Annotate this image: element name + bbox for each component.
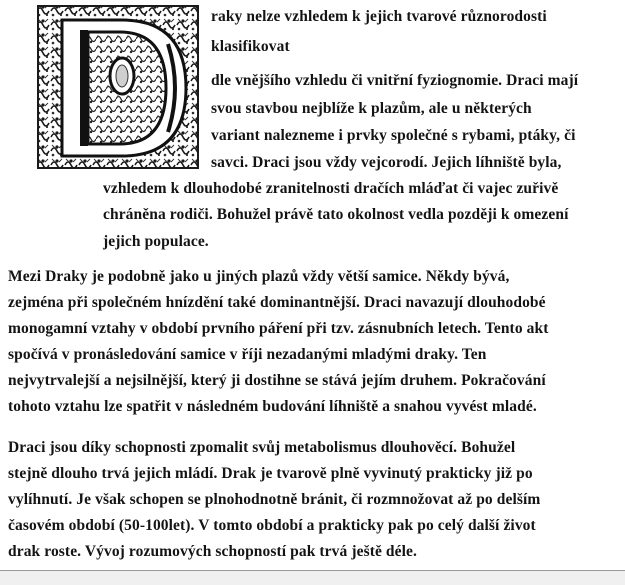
paragraph3-line-5: drak roste. Vývoj rozumových schopností pak trvá ještě déle. [8,543,417,560]
intro-line-5: variant nalezneme i prvky společné s rybami, ptáky, či [211,127,576,144]
intro-line-3: dle vnějšího vzhledu či vnitřní fyziognomie. Draci mají [211,72,579,89]
bottom-frame-border [0,570,625,585]
paragraph3-line-2: stejně dlouho trvá jejich mládí. Drak je tvarově plně vyvinutý prakticky již po [8,465,533,482]
paragraph2-line-2: zejména při společném hnízdění také dominantnější. Draci navazují dlouhodobé [8,294,546,311]
paragraph3-line-4: časovém období (50-100let). V tomto období a prakticky pak po celý další život [8,517,536,534]
paragraph2-line-3: monogamní vztahy v období prvního páření při tzv. zásnubních letech. Tento akt [8,320,549,337]
paragraph3-line-1: Draci jsou díky schopnosti zpomalit svůj metabolismus dlouhověcí. Bohužel [8,439,516,456]
paragraph2-line-4: spočívá v pronásledování samice v říji nezadanými mladými draky. Ten [8,346,487,363]
intro-line-1: raky nelze vzhledem k jejich tvarové různorodosti [211,8,547,25]
intro-line-7: vzhledem k dlouhodobé zranitelnosti dračích mláďat či vajec zuřivě [103,180,559,197]
paragraph2-line-1: Mezi Draky je podobně jako u jiných plazů vždy větší samice. Někdy bývá, [8,268,510,285]
ornamental-dropcap-d-image [36,4,200,170]
intro-line-8: chráněna rodiči. Bohužel právě tato okolnost vedla později k omezení [103,206,569,223]
paragraph3-line-3: vylíhnutí. Je však schopen se plnohodnotně bránit, či rozmnožovat až po delším [8,491,541,508]
intro-line-4: svou stavbou nejblíže k plazům, ale u některých [211,100,532,117]
intro-line-9: jejich populace. [103,233,209,250]
paragraph2-line-5: nejvytrvalejší a nejsilnější, který ji dostihne se stává jejím druhem. Pokračování [8,372,546,389]
intro-line-6: savci. Draci jsou vždy vejcorodí. Jejich líhniště byla, [211,154,562,171]
paragraph2-line-6: tohoto vztahu lze spatřit v následném budování líhniště a snahou vyvést mladé. [8,398,537,415]
intro-line-2: klasifikovat [211,38,290,55]
